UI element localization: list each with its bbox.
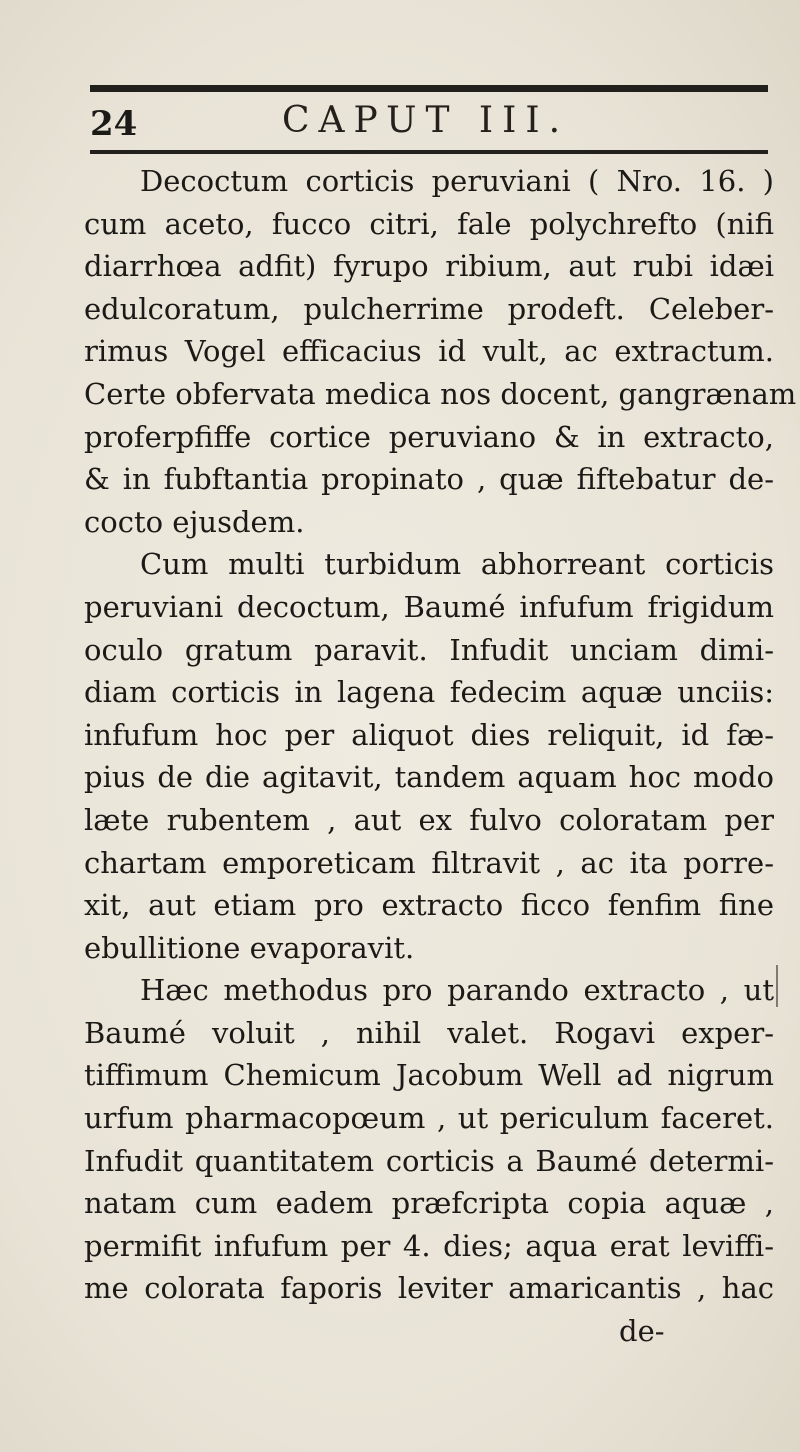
text-line: urfum pharmacopœum , ut periculum faceret. [84, 1101, 774, 1136]
text-line: chartam emporeticam filtravit , ac ita porre- [84, 845, 774, 880]
text-line: & in fubftantia propinato , quæ fiftebatur de- [84, 462, 774, 497]
text-line: cum aceto, fucco citri, fale polychrefto (nifi [84, 206, 774, 241]
text-line: edulcoratum, pulcherrime prodeft. Celeber- [84, 291, 774, 326]
header-rule-bottom [90, 150, 768, 154]
text-line: natam cum eadem præfcripta copia aquæ , [84, 1186, 774, 1221]
text-line: xit, aut etiam pro extracto ficco fenfim fine [84, 888, 774, 923]
text-line: Infudit quantitatem corticis a Baumé determi- [84, 1143, 774, 1178]
text-line: rimus Vogel efficacius id vult, ac extractum. [84, 334, 774, 369]
text-line: Hæc methodus pro parando extracto , ut [140, 973, 774, 1008]
page-edge-mark [776, 965, 778, 1007]
header-rule-top [90, 85, 768, 92]
text-line: Decoctum corticis peruviani ( Nro. 16. ) [140, 164, 774, 198]
text-line: ebullitione evaporavit. [84, 930, 415, 965]
text-line: Cum multi turbidum abhorreant corticis [140, 547, 774, 582]
text-line: oculo gratum paravit. Infudit unciam dimi- [84, 632, 774, 667]
text-line: Certe obfervata medica nos docent, gangrænam [84, 376, 797, 411]
text-line: pius de die agitavit, tandem aquam hoc modo [84, 760, 774, 795]
text-line: me colorata faporis leviter amaricantis , hac [84, 1271, 774, 1306]
text-line: læte rubentem , aut ex fulvo coloratam per [84, 802, 774, 837]
text-line: diarrhœa adfit) fyrupo ribium, aut rubi idæi [84, 249, 774, 284]
running-head: CAPUT III. [282, 100, 570, 141]
text-line: proferpfiffe cortice peruviano & in extracto, [84, 419, 774, 454]
text-line: tiffimum Chemicum Jacobum Well ad nigrum [84, 1058, 774, 1093]
text-line: peruviani decoctum, Baumé infufum frigidum [84, 589, 774, 624]
body-text [84, 160, 797, 1353]
text-line: cocto ejusdem. [84, 504, 305, 539]
page-header [90, 96, 770, 146]
catchword: de- [619, 1314, 665, 1349]
text-line: Baumé voluit , nihil valet. Rogavi exper- [84, 1015, 774, 1050]
text-line: diam corticis in lagena fedecim aquæ unciis: [84, 675, 774, 710]
text-line: infufum hoc per aliquot dies reliquit, id fæ- [84, 717, 774, 752]
page-number: 24 [90, 104, 138, 144]
text-line: permifit infufum per 4. dies; aqua erat leviffi- [84, 1228, 774, 1263]
